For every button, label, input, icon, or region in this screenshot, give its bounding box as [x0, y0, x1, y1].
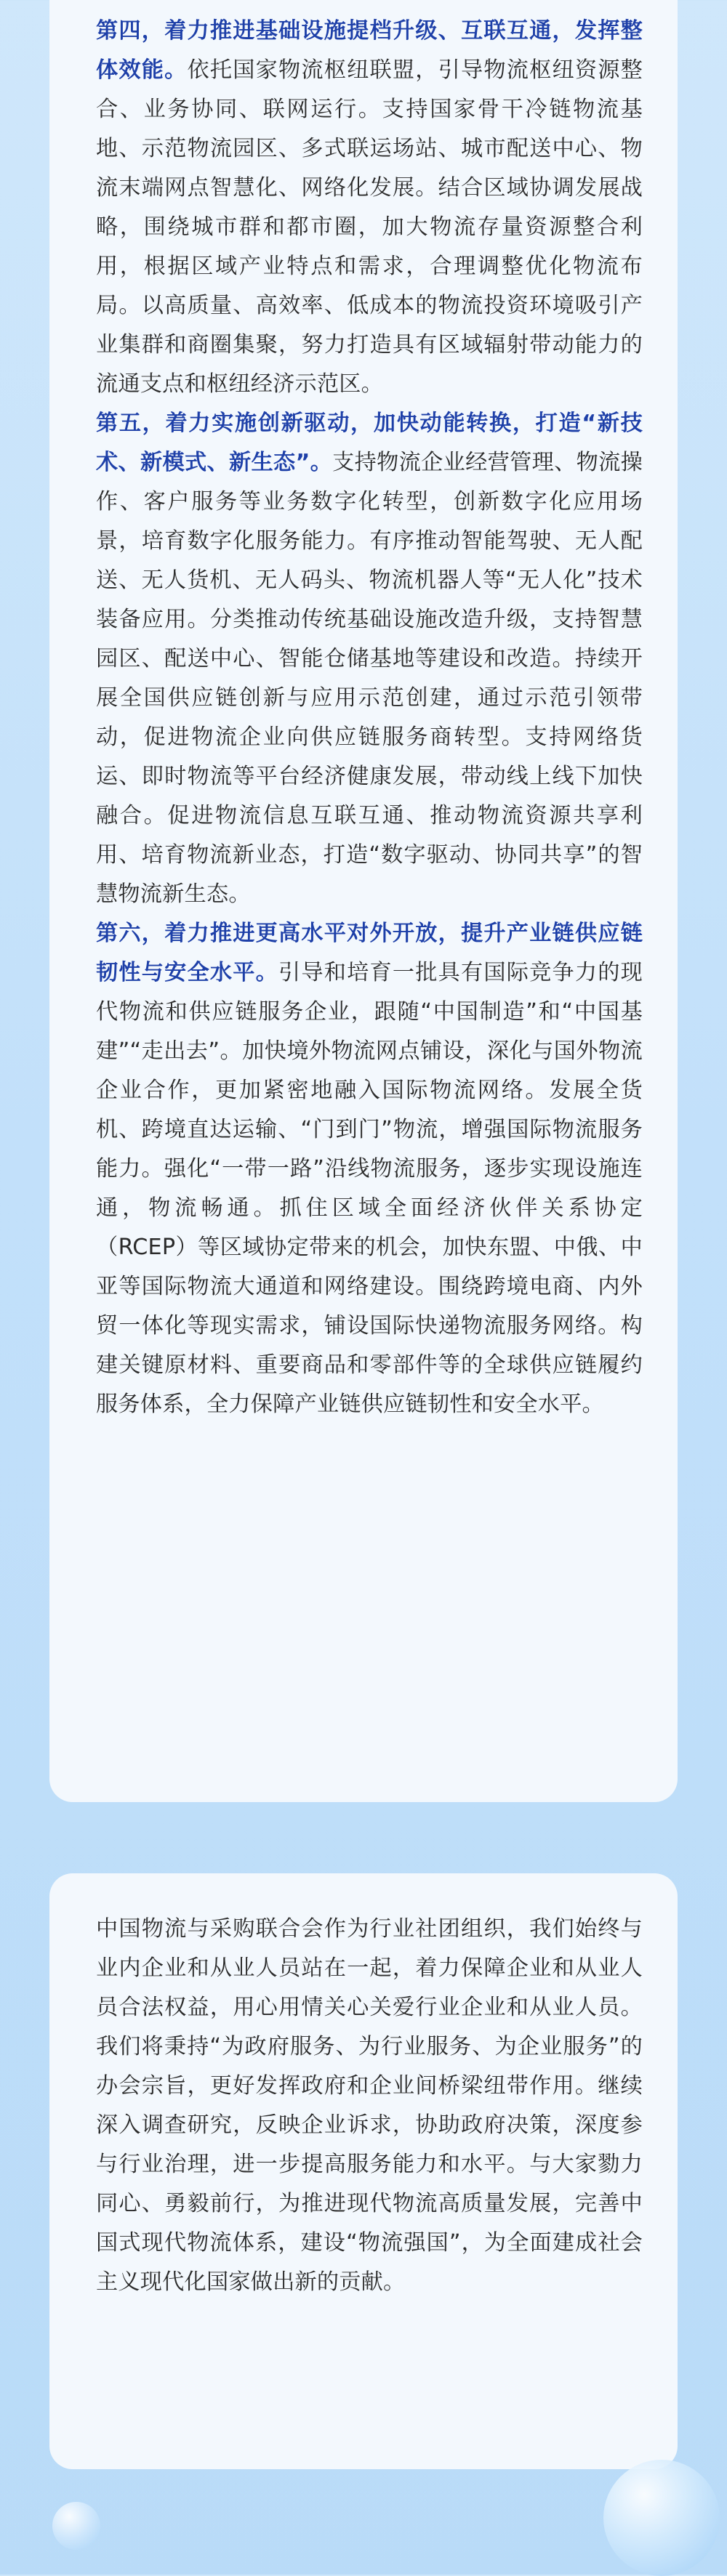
- content-card-measures: [49, 0, 678, 1802]
- paragraph-body: 支持物流企业经营管理、物流操作、客户服务等业务数字化转型，创新数字化应用场景，培育数字化服务能力。有序推动智能驾驶、无人配送、无人货机、无人码头、物流机器人等“无人化”技术装备应用。分类推动传统基础设施改造升级，支持智慧园区、配送中心、智能仓储基地等建设和改造。持续开展全国供应链创新与应用示范创建，通过示范引领带动，促进物流企业向供应链服务商转型。支持网络货运、即时物流等平台经济健康发展，带动线上线下加快融合。促进物流信息互联互通、推动物流资源共享利用、培育物流新业态，打造“数字驱动、协同共享”的智慧物流新生态。: [96, 450, 643, 907]
- paragraph-body: 依托国家物流枢纽联盟，引导物流枢纽资源整合、业务协同、联网运行。支持国家骨干冷链物流基地、示范物流园区、多式联运场站、城市配送中心、物流末端网点智慧化、网络化发展。结合区域协调发展战略，围绕城市群和都市圈，加大物流存量资源整合利用，根据区域产业特点和需求，合理调整优化物流布局。以高质量、高效率、低成本的物流投资环境吸引产业集群和商圈集聚，努力打造具有区域辐射带动能力的流通支点和枢纽经济示范区。: [96, 57, 643, 397]
- decorative-bubble-large: [603, 2460, 720, 2576]
- paragraph-fourth: [96, 12, 643, 404]
- paragraph-lead: 第六，着力推进更高水平对外开放，提升产业链供应链韧性与安全水平。: [96, 921, 643, 985]
- paragraph-body: 引导和培育一批具有国际竞争力的现代物流和供应链服务企业，跟随“中国制造”和“中国基建”“走出去”。加快境外物流网点铺设，深化与国外物流企业合作，更加紧密地融入国际物流网络。发展全货机、跨境直达运输、“门到门”物流，增强国际物流服务能力。强化“一带一路”沿线物流服务，逐步实现设施连通，物流畅通。抓住区域全面经济伙伴关系协定（RCEP）等区域协定带来的机会，加快东盟、中俄、中亚等国际物流大通道和网络建设。围绕跨境电商、内外贸一体化等现实需求，铺设国际快递物流服务网络。构建关键原材料、重要商品和零部件等的全球供应链履约服务体系，全力保障产业链供应链韧性和安全水平。: [96, 960, 643, 1417]
- decorative-bubble-small: [52, 2502, 100, 2550]
- paragraph-sixth: [96, 914, 643, 1424]
- paragraph-lead: 第四，着力推进基础设施提档升级、互联互通，发挥整体效能。: [96, 18, 643, 83]
- paragraph-closing: 中国物流与采购联合会作为行业社团组织，我们始终与业内企业和从业人员站在一起，着力保障企业和从业人员合法权益，用心用情关心关爱行业企业和从业人员。我们将秉持“为政府服务、为行业服务、为企业服务”的办会宗旨，更好发挥政府和企业间桥梁纽带作用。继续深入调查研究，反映企业诉求，协助政府决策，深度参与行业治理，进一步提高服务能力和水平。与大家勠力同心、勇毅前行，为推进现代物流高质量发展，完善中国式现代物流体系，建设“物流强国”，为全面建成社会主义现代化国家做出新的贡献。: [96, 1916, 643, 2295]
- content-card-closing: [49, 1873, 678, 2469]
- paragraph-lead: 第五，着力实施创新驱动，加快动能转换，打造“新技术、新模式、新生态”。: [96, 411, 643, 475]
- paragraph-fifth: [96, 404, 643, 914]
